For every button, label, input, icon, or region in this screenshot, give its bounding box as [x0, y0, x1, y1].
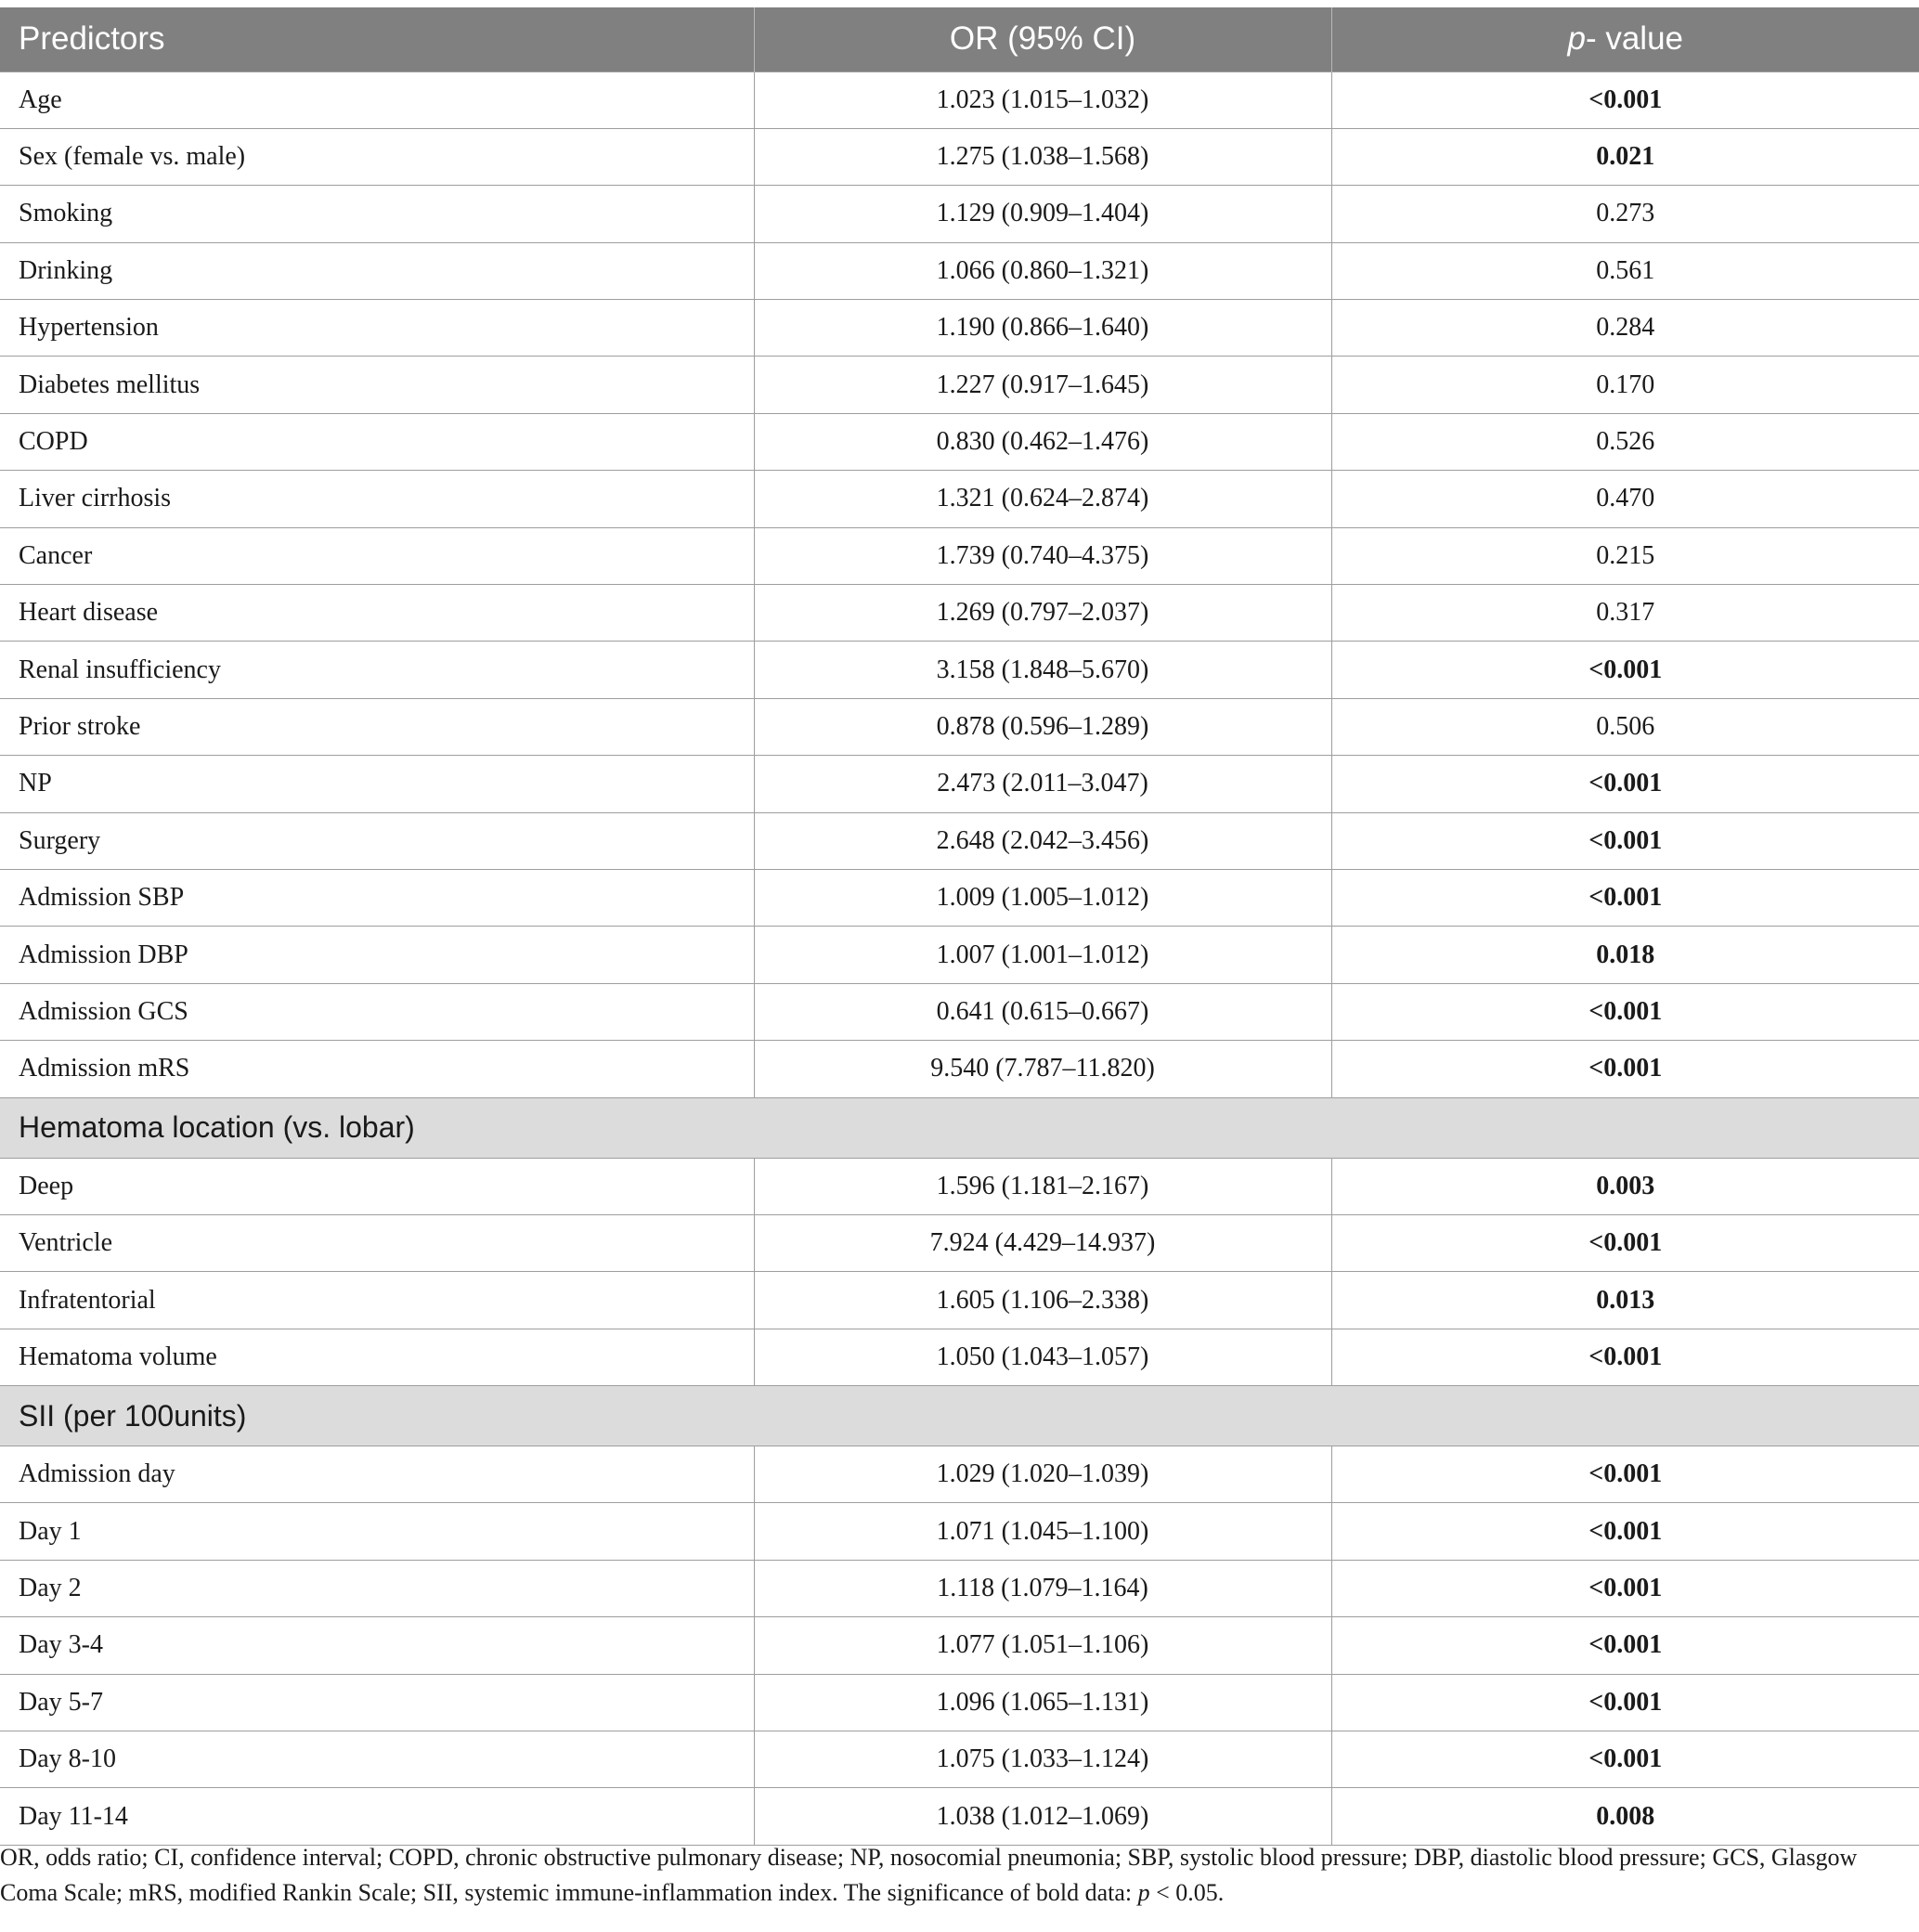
table-row: [0, 983, 1919, 1040]
table-row: [0, 698, 1919, 755]
or-ci-cell: 1.605 (1.106–2.338): [754, 1272, 1331, 1329]
header-or-ci: OR (95% CI): [754, 7, 1331, 71]
p-value-cell: 0.561: [1331, 242, 1919, 299]
p-value-cell: 0.013: [1331, 1272, 1919, 1329]
p-value-cell: 0.470: [1331, 471, 1919, 527]
or-ci-cell: 1.075 (1.033–1.124): [754, 1731, 1331, 1788]
p-value-cell: <0.001: [1331, 1617, 1919, 1674]
predictor-cell: Age: [0, 71, 754, 128]
table-row: [0, 128, 1919, 185]
predictor-cell: Hematoma volume: [0, 1329, 754, 1385]
or-ci-cell: 1.596 (1.181–2.167): [754, 1158, 1331, 1214]
table-row: [0, 1329, 1919, 1385]
predictor-cell: Day 1: [0, 1503, 754, 1560]
predictor-cell: Admission DBP: [0, 927, 754, 983]
table-footnote: [0, 1840, 1913, 1911]
p-value-cell: 0.018: [1331, 927, 1919, 983]
table-row: [0, 1158, 1919, 1214]
header-predictors: Predictors: [0, 7, 754, 71]
header-p-value: [1331, 7, 1919, 71]
or-ci-cell: 1.275 (1.038–1.568): [754, 128, 1331, 185]
or-ci-cell: 1.071 (1.045–1.100): [754, 1503, 1331, 1560]
predictor-cell: NP: [0, 756, 754, 812]
or-ci-cell: 1.269 (0.797–2.037): [754, 585, 1331, 642]
table-row: [0, 1041, 1919, 1097]
predictor-cell: Day 2: [0, 1560, 754, 1616]
or-ci-cell: 0.641 (0.615–0.667): [754, 983, 1331, 1040]
predictor-cell: Day 8-10: [0, 1731, 754, 1788]
table-row: [0, 869, 1919, 926]
p-value-cell: <0.001: [1331, 1214, 1919, 1271]
table-row: [0, 927, 1919, 983]
p-value-cell: 0.273: [1331, 186, 1919, 242]
table-row: [0, 1788, 1919, 1845]
or-ci-cell: 1.007 (1.001–1.012): [754, 927, 1331, 983]
table-header: [0, 7, 1919, 71]
table-row: [0, 1731, 1919, 1788]
section-heading: SII (per 100units): [0, 1386, 1919, 1446]
predictor-cell: Drinking: [0, 242, 754, 299]
p-value-cell: 0.003: [1331, 1158, 1919, 1214]
or-ci-cell: 1.739 (0.740–4.375): [754, 527, 1331, 584]
p-value-cell: 0.317: [1331, 585, 1919, 642]
section-row: [0, 1097, 1919, 1158]
table-row: [0, 642, 1919, 698]
or-ci-cell: 1.038 (1.012–1.069): [754, 1788, 1331, 1845]
table-row: [0, 186, 1919, 242]
table-row: [0, 585, 1919, 642]
or-ci-cell: 1.066 (0.860–1.321): [754, 242, 1331, 299]
header-p-rest: - value: [1585, 20, 1684, 58]
or-ci-cell: 1.129 (0.909–1.404): [754, 186, 1331, 242]
table-row: [0, 300, 1919, 357]
or-ci-cell: 9.540 (7.787–11.820): [754, 1041, 1331, 1097]
header-row: [0, 7, 1919, 71]
predictor-cell: Heart disease: [0, 585, 754, 642]
p-value-cell: <0.001: [1331, 869, 1919, 926]
table-row: [0, 1617, 1919, 1674]
results-table-container: [0, 7, 1919, 1846]
predictor-cell: Day 3-4: [0, 1617, 754, 1674]
predictor-cell: Prior stroke: [0, 698, 754, 755]
or-ci-cell: 0.878 (0.596–1.289): [754, 698, 1331, 755]
p-value-cell: 0.021: [1331, 128, 1919, 185]
p-value-cell: <0.001: [1331, 1560, 1919, 1616]
or-ci-cell: 1.096 (1.065–1.131): [754, 1674, 1331, 1731]
predictor-cell: Liver cirrhosis: [0, 471, 754, 527]
section-row: [0, 1386, 1919, 1446]
predictor-cell: Day 11-14: [0, 1788, 754, 1845]
or-ci-cell: 1.009 (1.005–1.012): [754, 869, 1331, 926]
p-value-cell: <0.001: [1331, 1731, 1919, 1788]
p-value-cell: <0.001: [1331, 642, 1919, 698]
predictor-cell: Admission mRS: [0, 1041, 754, 1097]
table-row: [0, 71, 1919, 128]
p-value-cell: <0.001: [1331, 1446, 1919, 1503]
predictor-cell: Deep: [0, 1158, 754, 1214]
p-value-cell: 0.284: [1331, 300, 1919, 357]
table-row: [0, 527, 1919, 584]
or-ci-cell: 1.023 (1.015–1.032): [754, 71, 1331, 128]
p-value-cell: 0.008: [1331, 1788, 1919, 1845]
predictor-cell: Day 5-7: [0, 1674, 754, 1731]
predictor-cell: COPD: [0, 413, 754, 470]
p-value-cell: <0.001: [1331, 756, 1919, 812]
table-body: [0, 71, 1919, 1845]
predictor-cell: Diabetes mellitus: [0, 357, 754, 413]
or-ci-cell: 0.830 (0.462–1.476): [754, 413, 1331, 470]
predictor-cell: Renal insufficiency: [0, 642, 754, 698]
table-row: [0, 1674, 1919, 1731]
p-value-cell: 0.506: [1331, 698, 1919, 755]
header-p-italic: p: [1567, 20, 1586, 58]
or-ci-cell: 1.227 (0.917–1.645): [754, 357, 1331, 413]
table-row: [0, 1503, 1919, 1560]
or-ci-cell: 3.158 (1.848–5.670): [754, 642, 1331, 698]
p-value-cell: <0.001: [1331, 1674, 1919, 1731]
p-value-cell: 0.526: [1331, 413, 1919, 470]
table-row: [0, 471, 1919, 527]
table-row: [0, 1214, 1919, 1271]
or-ci-cell: 1.077 (1.051–1.106): [754, 1617, 1331, 1674]
footnote-p-italic: p: [1137, 1879, 1150, 1906]
table-row: [0, 1272, 1919, 1329]
p-value-cell: 0.170: [1331, 357, 1919, 413]
predictor-cell: Admission day: [0, 1446, 754, 1503]
results-table: [0, 7, 1919, 1846]
p-value-cell: <0.001: [1331, 812, 1919, 869]
predictor-cell: Hypertension: [0, 300, 754, 357]
predictor-cell: Ventricle: [0, 1214, 754, 1271]
predictor-cell: Infratentorial: [0, 1272, 754, 1329]
section-heading: Hematoma location (vs. lobar): [0, 1097, 1919, 1158]
table-row: [0, 242, 1919, 299]
table-row: [0, 413, 1919, 470]
table-row: [0, 1446, 1919, 1503]
p-value-cell: 0.215: [1331, 527, 1919, 584]
p-value-cell: <0.001: [1331, 1329, 1919, 1385]
table-row: [0, 756, 1919, 812]
or-ci-cell: 1.321 (0.624–2.874): [754, 471, 1331, 527]
predictor-cell: Admission GCS: [0, 983, 754, 1040]
predictor-cell: Smoking: [0, 186, 754, 242]
or-ci-cell: 7.924 (4.429–14.937): [754, 1214, 1331, 1271]
p-value-cell: <0.001: [1331, 1503, 1919, 1560]
footnote-tail: < 0.05.: [1149, 1879, 1225, 1906]
or-ci-cell: 1.190 (0.866–1.640): [754, 300, 1331, 357]
p-value-cell: <0.001: [1331, 71, 1919, 128]
or-ci-cell: 1.118 (1.079–1.164): [754, 1560, 1331, 1616]
predictor-cell: Cancer: [0, 527, 754, 584]
footnote-text: OR, odds ratio; CI, confidence interval; COPD, chronic obstructive pulmonary disease; NP, nosocomial pneumonia; SBP, systolic blood pressure; DBP, diastolic blood pressure; GCS, Glasgow Coma Scale; mRS, modified Rankin Scale; SII, systemic immune-inflammation index. The significance of bold data:: [0, 1844, 1858, 1906]
predictor-cell: Admission SBP: [0, 869, 754, 926]
p-value-cell: <0.001: [1331, 983, 1919, 1040]
table-row: [0, 812, 1919, 869]
or-ci-cell: 1.050 (1.043–1.057): [754, 1329, 1331, 1385]
predictor-cell: Sex (female vs. male): [0, 128, 754, 185]
or-ci-cell: 2.473 (2.011–3.047): [754, 756, 1331, 812]
table-row: [0, 357, 1919, 413]
predictor-cell: Surgery: [0, 812, 754, 869]
p-value-cell: <0.001: [1331, 1041, 1919, 1097]
or-ci-cell: 1.029 (1.020–1.039): [754, 1446, 1331, 1503]
or-ci-cell: 2.648 (2.042–3.456): [754, 812, 1331, 869]
table-row: [0, 1560, 1919, 1616]
